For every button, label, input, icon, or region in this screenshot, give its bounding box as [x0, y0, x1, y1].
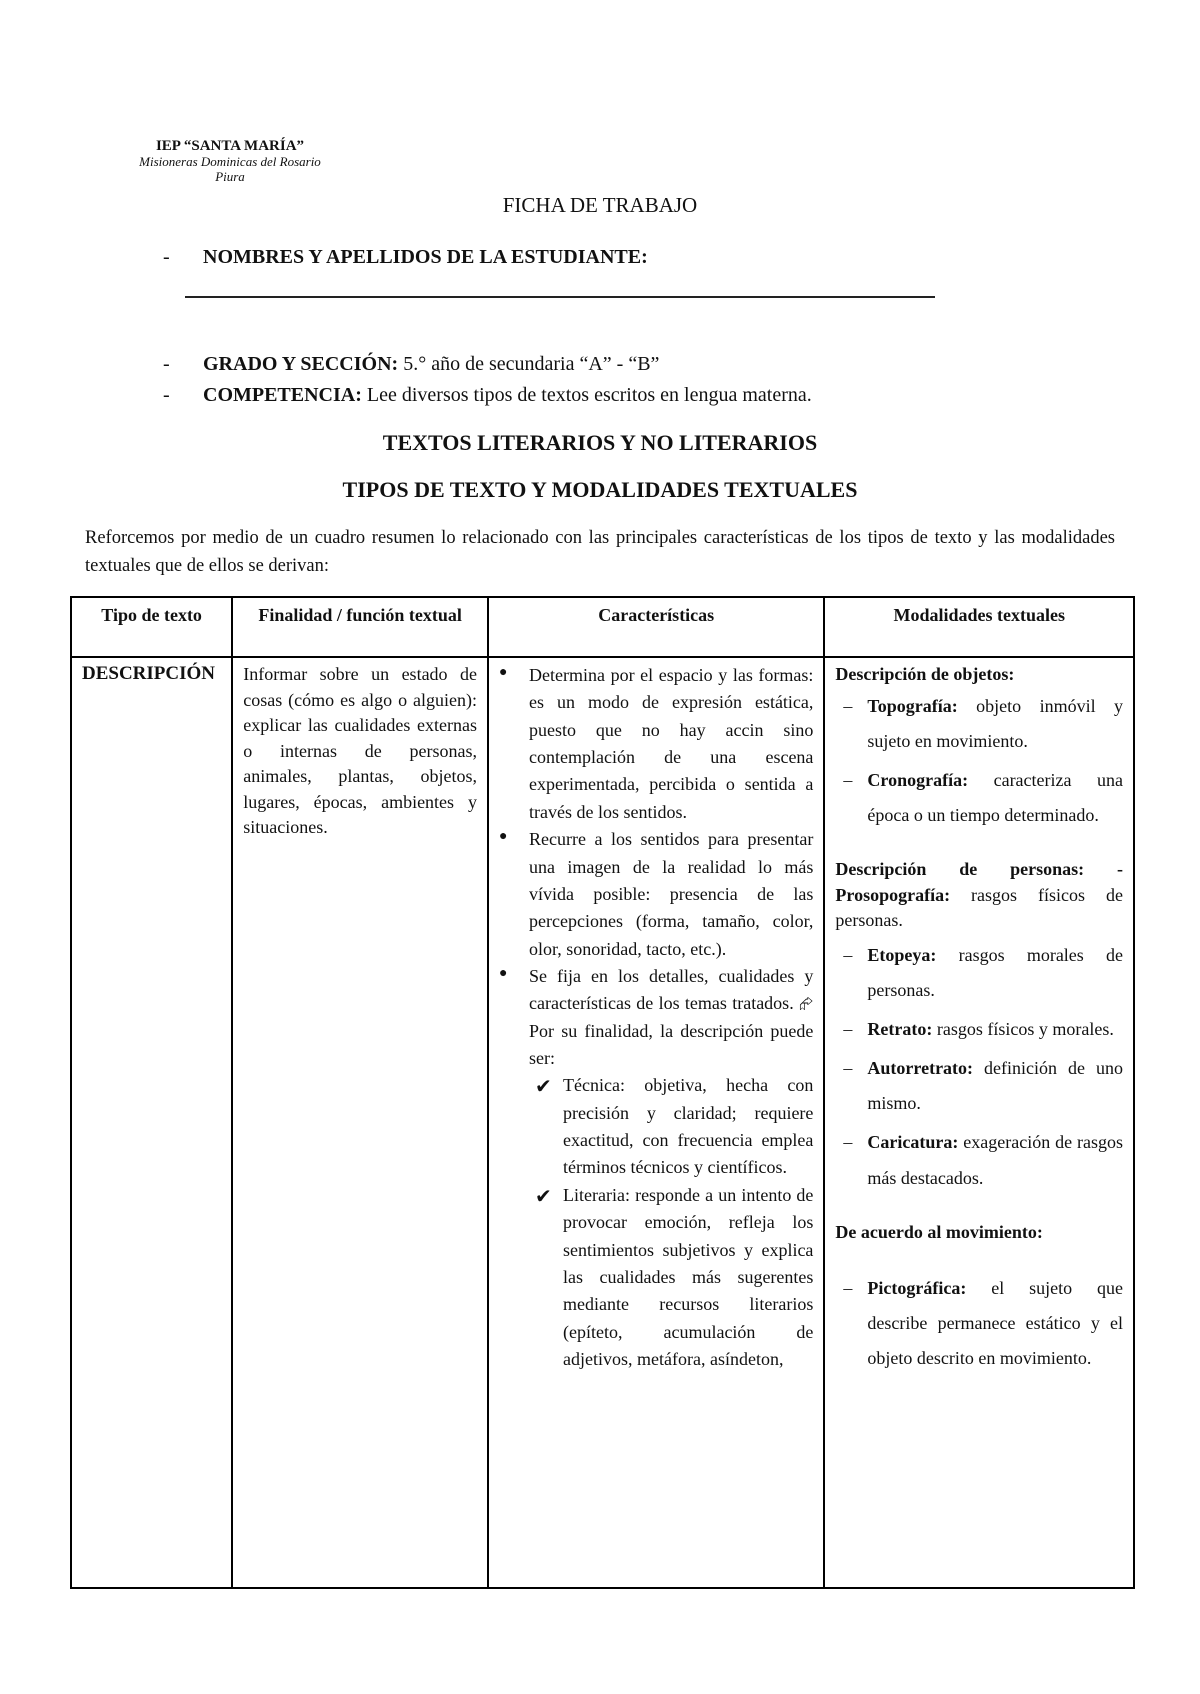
student-name-label: NOMBRES Y APELLIDOS DE LA ESTUDIANTE:: [203, 246, 648, 268]
list-dash: -: [163, 353, 170, 375]
list-dash: -: [163, 246, 170, 268]
student-name-field: [163, 246, 648, 269]
column-header: Modalidades textuales: [824, 597, 1134, 657]
dash-icon: –: [843, 770, 853, 791]
personas-heading: Descripción de personas: -: [835, 859, 1123, 880]
term: Autorretrato:: [867, 1058, 974, 1079]
term: Cronografía:: [867, 770, 969, 791]
intro-paragraph: Reforcemos por medio de un cuadro resumen lo relacionado con las principales características de los tipos de texto y las modalidades textuales que de ellos se derivan:: [85, 528, 1115, 576]
bullet-icon: ●: [499, 965, 508, 981]
term: Topografía:: [867, 696, 958, 716]
student-name-blank-line[interactable]: [185, 296, 935, 298]
subtipos-list: [529, 1072, 813, 1373]
page-title: FICHA DE TRABAJO: [502, 193, 698, 217]
grade-field: [163, 353, 659, 376]
section-heading-2: TIPOS DE TEXTO Y MODALIDADES TEXTUALES: [342, 477, 858, 502]
list-item: [835, 1271, 1123, 1376]
list-item: [835, 1012, 1123, 1047]
list-item: [499, 826, 813, 963]
term: Caricatura:: [867, 1132, 959, 1153]
definition: definición de uno mismo.: [867, 1058, 1123, 1114]
term: Retrato:: [867, 1019, 933, 1040]
list-item: [835, 1051, 1123, 1121]
list-item: [499, 963, 813, 1373]
dash-icon: –: [843, 1277, 853, 1298]
list-item: [835, 1125, 1123, 1195]
caracteristicas-list: [499, 662, 813, 1373]
list-item-text: Técnica: objetiva, hecha con precisión y claridad; requiere exactitud, con frecuencia emplea términos técnicos y científicos.: [563, 1075, 814, 1178]
list-item: [529, 1072, 813, 1181]
definition: rasgos físicos de personas.: [835, 884, 1123, 931]
checkmark-icon: ✔: [535, 1185, 552, 1208]
dash-icon: –: [843, 1058, 853, 1079]
term: Etopeya:: [867, 945, 937, 966]
term: Pictográfica:: [867, 1277, 967, 1298]
list-dash: -: [163, 384, 170, 406]
checkmark-icon: ✔: [535, 1076, 552, 1099]
definition: el sujeto que describe permanece estático y el objeto descrito en movimiento.: [867, 1277, 1123, 1368]
competence-value: Lee diversos tipos de textos escritos en lengua materna.: [361, 384, 812, 406]
list-item: [499, 662, 813, 826]
dash-icon: –: [843, 696, 853, 716]
modalidades-cell: [824, 657, 1134, 1588]
list-item-text: Recurre a los sentidos para presentar una imagen de la realidad lo más vívida posible: presencia de las percepciones (forma, tamaño, color, olor, sonoridad, tacto, etc.).: [529, 829, 814, 959]
table-header-row: [71, 597, 1134, 657]
tipo-cell: [71, 657, 232, 1588]
definition: objeto inmóvil y sujeto en movimiento.: [867, 696, 1123, 752]
list-item: [835, 938, 1123, 1008]
competence-field: [163, 384, 812, 407]
section-heading-1: TEXTOS LITERARIOS Y NO LITERARIOS: [382, 430, 818, 455]
school-header: [112, 138, 348, 185]
finalidad-cell: [232, 657, 488, 1588]
definition: rasgos físicos y morales.: [932, 1019, 1114, 1040]
list-item-text: Literaria: responde a un intento de provocar emoción, refleja los sentimientos subjetivos y explica las cualidades más sugerentes mediante recursos literarios (epíteto, acumulación de adjetivos, metáfora, asíndeton,: [563, 1184, 814, 1369]
list-item: [529, 1182, 813, 1374]
list-item-text: Se fija en los detalles, cualidades y características de los temas tratados. ⮳ Por su finalidad, la descripción puede ser:: [529, 965, 814, 1069]
summary-table: [70, 596, 1135, 1589]
congregation-name: Misioneras Dominicas del Rosario: [139, 154, 321, 170]
dash-icon: –: [843, 1019, 853, 1040]
definition: caracteriza una época o un tiempo determinado.: [867, 770, 1123, 826]
term: Prosopografía:: [835, 884, 951, 905]
grade-label: GRADO Y SECCIÓN:: [203, 353, 399, 375]
caracteristicas-cell: [488, 657, 824, 1588]
personas-list: [835, 938, 1123, 1196]
column-header: Finalidad / función textual: [232, 597, 488, 657]
list-item: [835, 689, 1123, 759]
definition: exageración de rasgos más destacados.: [867, 1132, 1123, 1188]
definition: rasgos morales de personas.: [867, 945, 1123, 1001]
competence-label: COMPETENCIA:: [203, 384, 362, 406]
school-name: IEP “SANTA MARÍA”: [155, 138, 305, 154]
column-header: Características: [488, 597, 824, 657]
tipo-value: DESCRIPCIÓN: [82, 663, 216, 684]
movimiento-list: [835, 1271, 1123, 1376]
column-header: Tipo de texto: [71, 597, 232, 657]
dash-icon: –: [843, 1132, 853, 1153]
dash-icon: –: [843, 945, 853, 966]
finalidad-value: Informar sobre un estado de cosas (cómo es algo o alguien): explicar las cualidades externas o internas de personas, animales, plantas, objetos, lugares, épocas, ambientes y situaciones.: [243, 664, 478, 838]
bullet-icon: ●: [499, 665, 508, 680]
grade-value: 5.° año de secundaria “A” - “B”: [398, 353, 660, 375]
list-item-text: Determina por el espacio y las formas: es un modo de expresión estática, puesto que no hay accin sino contemplación de una escena experimentada, percibida o sentida a través de los sentidos.: [529, 665, 814, 822]
city-name: Piura: [215, 169, 245, 185]
objetos-list: [835, 689, 1123, 833]
movimiento-heading: De acuerdo al movimiento:: [835, 1221, 1043, 1242]
bullet-icon: ●: [499, 829, 508, 845]
table-row: [71, 657, 1134, 1588]
objetos-heading: Descripción de objetos:: [835, 664, 1015, 684]
personas-block: [835, 857, 1123, 934]
list-item: [835, 763, 1123, 833]
